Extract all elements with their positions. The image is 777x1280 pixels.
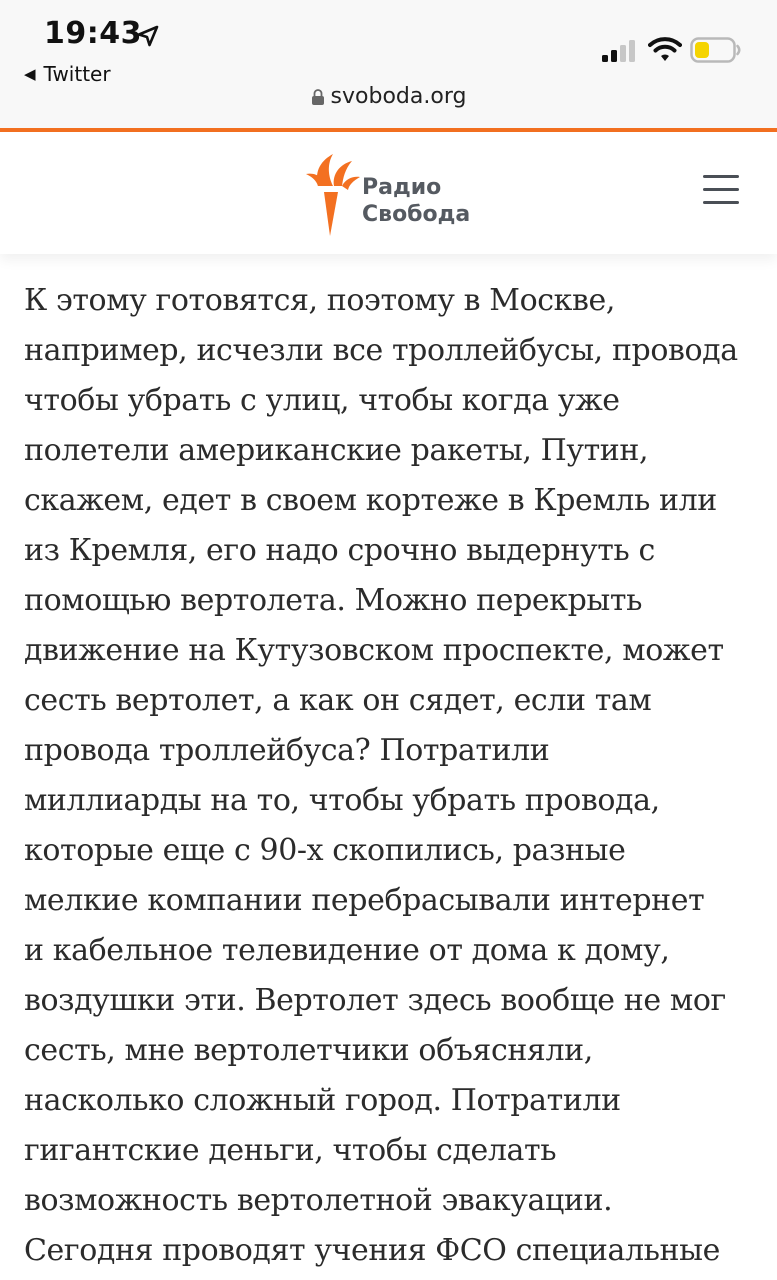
article-line: Сегодня проводят учения ФСО специальные: [24, 1233, 720, 1268]
article-body: [24, 276, 764, 1276]
article-line: и кабельное телевидение от дома к дому,: [24, 933, 670, 968]
article-line: например, исчезли все троллейбусы, провода: [24, 333, 738, 368]
article-line: насколько сложный город. Потратили: [24, 1083, 621, 1118]
article-line: К этому готовятся, поэтому в Москве,: [24, 283, 615, 318]
site-logo-text[interactable]: [362, 174, 470, 228]
back-app-label: Twitter: [43, 62, 111, 86]
hamburger-menu-icon[interactable]: [703, 175, 739, 207]
logo-line-1: Радио: [362, 175, 442, 200]
logo-line-2: Свобода: [362, 202, 471, 227]
article-line: гигантские деньги, чтобы сделать: [24, 1133, 557, 1168]
battery-icon: [690, 36, 742, 64]
wifi-icon: [648, 36, 682, 62]
back-to-app-link[interactable]: [24, 62, 111, 86]
article-line: сесть, мне вертолетчики объясняли,: [24, 1033, 593, 1068]
article-line: которые еще с 90-х скопились, разные: [24, 833, 626, 868]
article-line: чтобы убрать с улиц, чтобы когда уже: [24, 383, 620, 418]
status-bar: [0, 0, 777, 130]
article-line: возможность вертолетной эвакуации.: [24, 1183, 613, 1218]
location-arrow-icon: [136, 24, 160, 48]
url-bar[interactable]: [0, 84, 777, 109]
back-triangle-icon: ◀: [24, 65, 36, 83]
article-line: миллиарды на то, чтобы убрать провода,: [24, 783, 660, 818]
radio-svoboda-torch-icon[interactable]: [304, 152, 360, 236]
url-text: svoboda.org: [330, 84, 467, 109]
article-line: воздушки эти. Вертолет здесь вообще не мог: [24, 983, 726, 1018]
lock-icon: [311, 88, 325, 106]
article-line: сесть вертолет, а как он сядет, если там: [24, 683, 652, 718]
article-line: помощью вертолета. Можно перекрыть: [24, 583, 643, 618]
article-line: скажем, едет в своем кортеже в Кремль или: [24, 483, 717, 518]
article-line: провода троллейбуса? Потратили: [24, 733, 550, 768]
article-line: мелкие компании перебрасывали интернет: [24, 883, 705, 918]
article-line: из Кремля, его надо срочно выдернуть с: [24, 533, 655, 568]
article-line: движение на Кутузовском проспекте, может: [24, 633, 724, 668]
status-time: 19:43: [44, 16, 142, 51]
signal-icon: [602, 40, 638, 62]
article-line: полетели американские ракеты, Путин,: [24, 433, 649, 468]
